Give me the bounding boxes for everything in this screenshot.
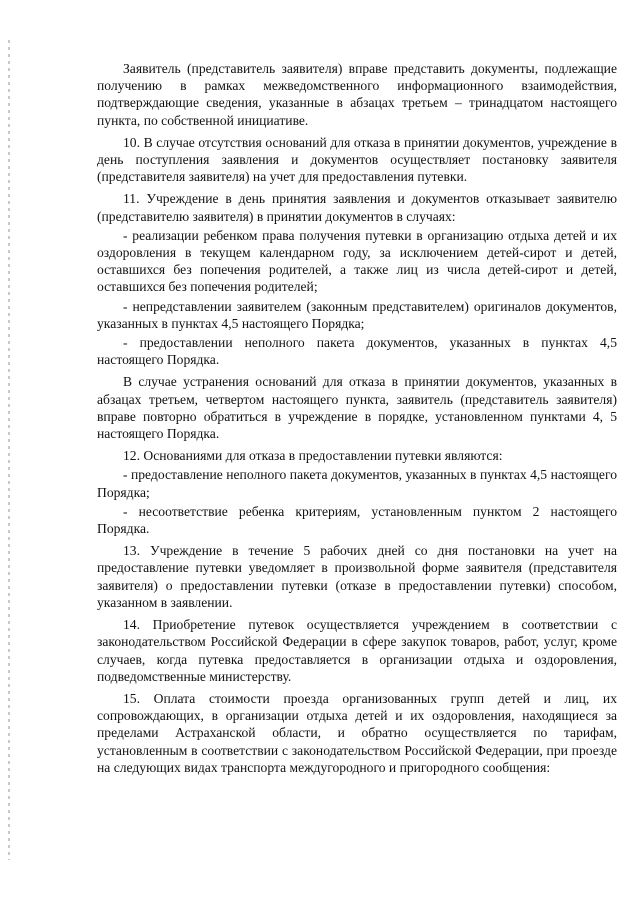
- paragraph-11-remedy: В случае устранения оснований для отказа в принятии документов, указанных в абзацах третьем, четвертом настоящего пункта, заявитель (представитель заявителя) вправе повторно обратиться в учреждение в порядке, установленном пунктами 4, 5 настоящего Порядка.: [97, 374, 617, 442]
- paragraph-12: 12. Основаниями для отказа в предоставлении путевки являются:: [123, 448, 503, 464]
- scan-edge-mark: [8, 40, 10, 860]
- paragraph-11-item-2: - непредставлении заявителем (законным представителем) оригиналов документов, указанных в пунктах 4,5 настоящего Порядка;: [97, 298, 617, 331]
- paragraph-applicant-documents: Заявитель (представитель заявителя) вправе представить документы, подлежащие получению в рамках межведомственного информационного взаимодействия, подтверждающие сведения, указанные в абзацах третьем – тринадцатом настоящего пункта, по собственной инициативе.: [97, 61, 617, 128]
- document-body: [97, 60, 617, 781]
- paragraph-12-item-1: - предоставление неполного пакета документов, указанных в пунктах 4,5 настоящего Порядка;: [97, 467, 617, 500]
- paragraph-10: 10. В случае отсутствия оснований для отказа в принятии документов, учреждение в день поступления заявления и документов осуществляет постановку заявителя (представителя заявителя) на учет для предоставления путевки.: [97, 134, 617, 185]
- paragraph-11-item-3: - предоставлении неполного пакета документов, указанных в пунктах 4,5 настоящего Порядка.: [97, 335, 617, 368]
- paragraph-12-item-2: - несоответствие ребенка критериям, установленным пунктом 2 настоящего Порядка.: [97, 503, 617, 537]
- paragraph-14: 14. Приобретение путевок осуществляется учреждением в соответствии с законодательством Российской Федерации в сфере закупок товаров, работ, услуг, кроме случаев, когда путевка предоставляется в организации отдыха и оздоровления, подведомственные министерству.: [97, 617, 617, 684]
- paragraph-15: 15. Оплата стоимости проезда организованных групп детей и лиц, их сопровождающих, в организации отдыха детей и их оздоровления, находящиеся за пределами Астраханской области, и обратно осуществляется по тарифам, установленным в соответствии с законодательством Российской Федерации, при проезде на следующих видах транспорта междугородного и пригородного сообщения:: [97, 690, 617, 775]
- paragraph-13: 13. Учреждение в течение 5 рабочих дней со дня постановки на учет на предоставление путевки уведомляет в произвольной форме заявителя (представителя заявителя) о предоставлении путевки (отказе в предоставлении путевки) способом, указанном в заявлении.: [97, 543, 617, 610]
- paragraph-11-item-1: - реализации ребенком права получения путевки в организацию отдыха детей и их оздоровления в текущем календарном году, за исключением детей-сирот и детей, оставшихся без попечения родителей, а также лиц из числа детей-сирот и детей, оставшихся без попечения родителей;: [97, 227, 617, 295]
- paragraph-11: 11. Учреждение в день принятия заявления и документов отказывает заявителю (представителю заявителя) в принятии документов в случаях:: [97, 191, 617, 224]
